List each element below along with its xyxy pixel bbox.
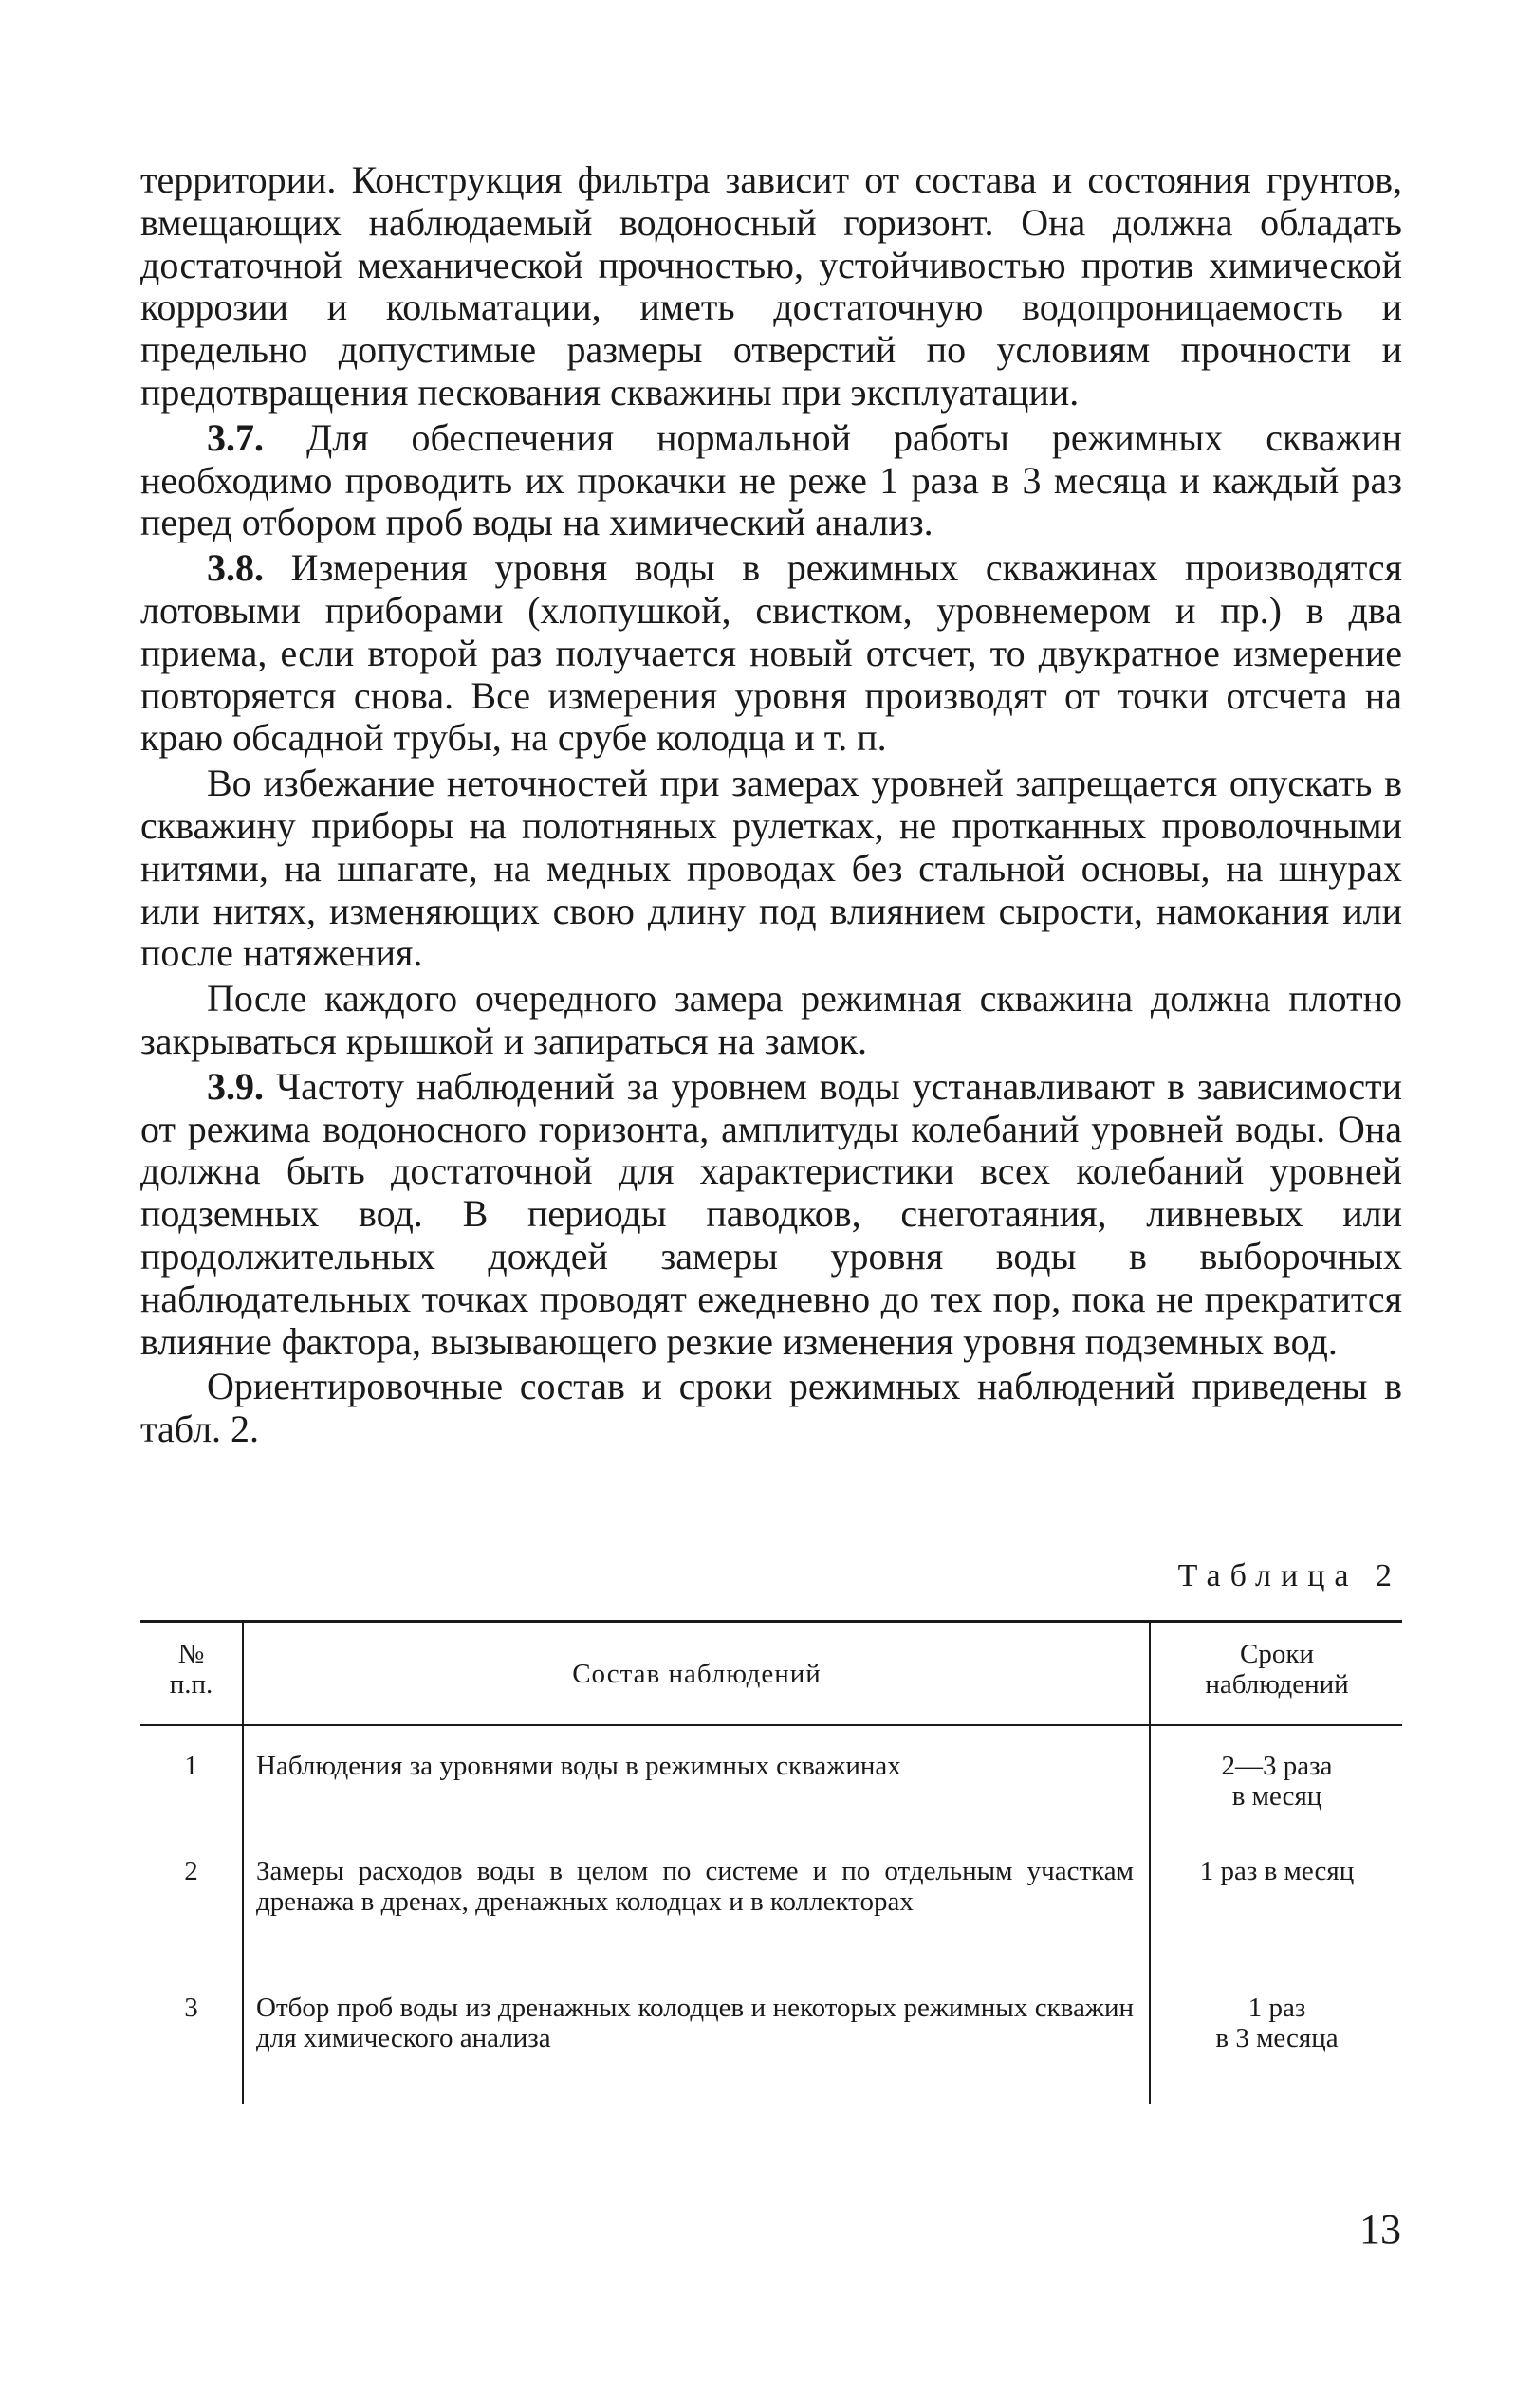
table-column-divider	[1149, 1620, 1151, 2104]
header-number-line1: №	[177, 1639, 205, 1669]
body-text	[140, 159, 1402, 1451]
observations-table	[140, 1620, 1402, 2104]
paragraph-3-8	[140, 547, 1402, 760]
paragraph-well-closing: После каждого очередного замера режимная скважина должна плотно закрываться крышкой и запираться на замок.	[140, 977, 1402, 1062]
row-3-number: 3	[184, 1993, 198, 2023]
row-3-composition: Отбор проб воды из дренажных колодцев и некоторых режимных скважин для химического анализа	[256, 1993, 1134, 2053]
paragraph-3-7	[140, 417, 1402, 544]
paragraph-measurement-restrictions: Во избежание неточностей при замерах уровней запрещается опускать в скважину приборы на полотняных рулетках, не протканных проволочными нитями, на шпагате, на медных проводах без стальной основы, на шнурах или нитях, изменяющих свою длину под влиянием сырости, намокания или после натяжения.	[140, 762, 1402, 975]
table-caption: Таблица 2	[1177, 1558, 1401, 1593]
clause-number: 3.9.	[207, 1064, 264, 1108]
row-2-number: 2	[184, 1856, 198, 1886]
table-column-divider	[242, 1620, 244, 2104]
header-terms-line1: Сроки	[1240, 1639, 1314, 1669]
table-header-rule	[140, 1724, 1402, 1726]
clause-text: Для обеспечения нормальной работы режимных скважин необходимо проводить их прокачки не реже 1 раза в 3 месяца и каждый раз перед отбором проб воды на химический анализ.	[140, 415, 1402, 544]
row-2-terms-line1: 1 раз в месяц	[1199, 1856, 1355, 1886]
header-terms	[1152, 1639, 1402, 1700]
clause-text: Частоту наблюдений за уровнем воды устанавливают в зависимости от режима водоносного горизонта, амплитуды колебаний уровней воды. Она должна быть достаточной для характеристики всех колебаний уровней подземных вод. В периоды паводков, снеготаяния, ливневых или продолжительных дождей замеры уровня воды в выборочных наблюдательных точках проводят ежедневно до тех пор, пока не прекратится влияние фактора, вызывающего резкие изменения уровня подземных вод.	[140, 1064, 1402, 1363]
clause-number: 3.8.	[207, 546, 264, 590]
row-3-terms-line1: 1 раз	[1248, 1993, 1306, 2023]
header-terms-line2: наблюдений	[1205, 1669, 1349, 1700]
clause-text: Измерения уровня воды в режимных скважинах производятся лотовыми приборами (хлопушкой, свистком, уровнемером и пр.) в два приема, если второй раз получается новый отсчет, то двукратное измерение повторяется снова. Все измерения уровня производят от точки отсчета на краю обсадной трубы, на срубе колодца и т. п.	[140, 546, 1402, 760]
paragraph-1: территории. Конструкция фильтра зависит от состава и состояния грунтов, вмещающих наблюдаемый водоносный горизонт. Она должна обладать достаточной механической прочностью, устойчивостью против химической коррозии и кольматации, иметь достаточную водопроницаемость и предельно допустимые размеры отверстий по условиям прочности и предотвращения пескования скважины при эксплуатации.	[140, 158, 1402, 414]
row-1-terms	[1152, 1751, 1402, 1811]
row-1-terms-line2: в месяц	[1231, 1781, 1322, 1811]
row-3-terms-line2: в 3 месяца	[1215, 2023, 1339, 2053]
row-3-terms	[1152, 1993, 1402, 2053]
table-top-rule	[140, 1620, 1402, 1623]
row-1-composition: Наблюдения за уровнями воды в режимных скважинах	[256, 1751, 901, 1781]
clause-number: 3.7.	[207, 415, 264, 459]
paragraph-3-9	[140, 1066, 1402, 1364]
row-2-composition: Замеры расходов воды в целом по системе и по отдельным участкам дренажа в дренах, дренажных колодцах и в коллекторах	[256, 1856, 1134, 1917]
header-number-line2: п.п.	[169, 1669, 213, 1700]
paragraph-table-reference: Ориентировочные состав и сроки режимных наблюдений приведены в табл. 2.	[140, 1365, 1402, 1451]
header-number	[140, 1639, 242, 1700]
row-1-number: 1	[184, 1751, 198, 1781]
row-1-terms-line1: 2—3 раза	[1221, 1751, 1333, 1781]
row-2-terms	[1152, 1856, 1402, 1886]
header-composition: Состав наблюдений	[572, 1659, 822, 1689]
page-number: 13	[1359, 2206, 1401, 2252]
